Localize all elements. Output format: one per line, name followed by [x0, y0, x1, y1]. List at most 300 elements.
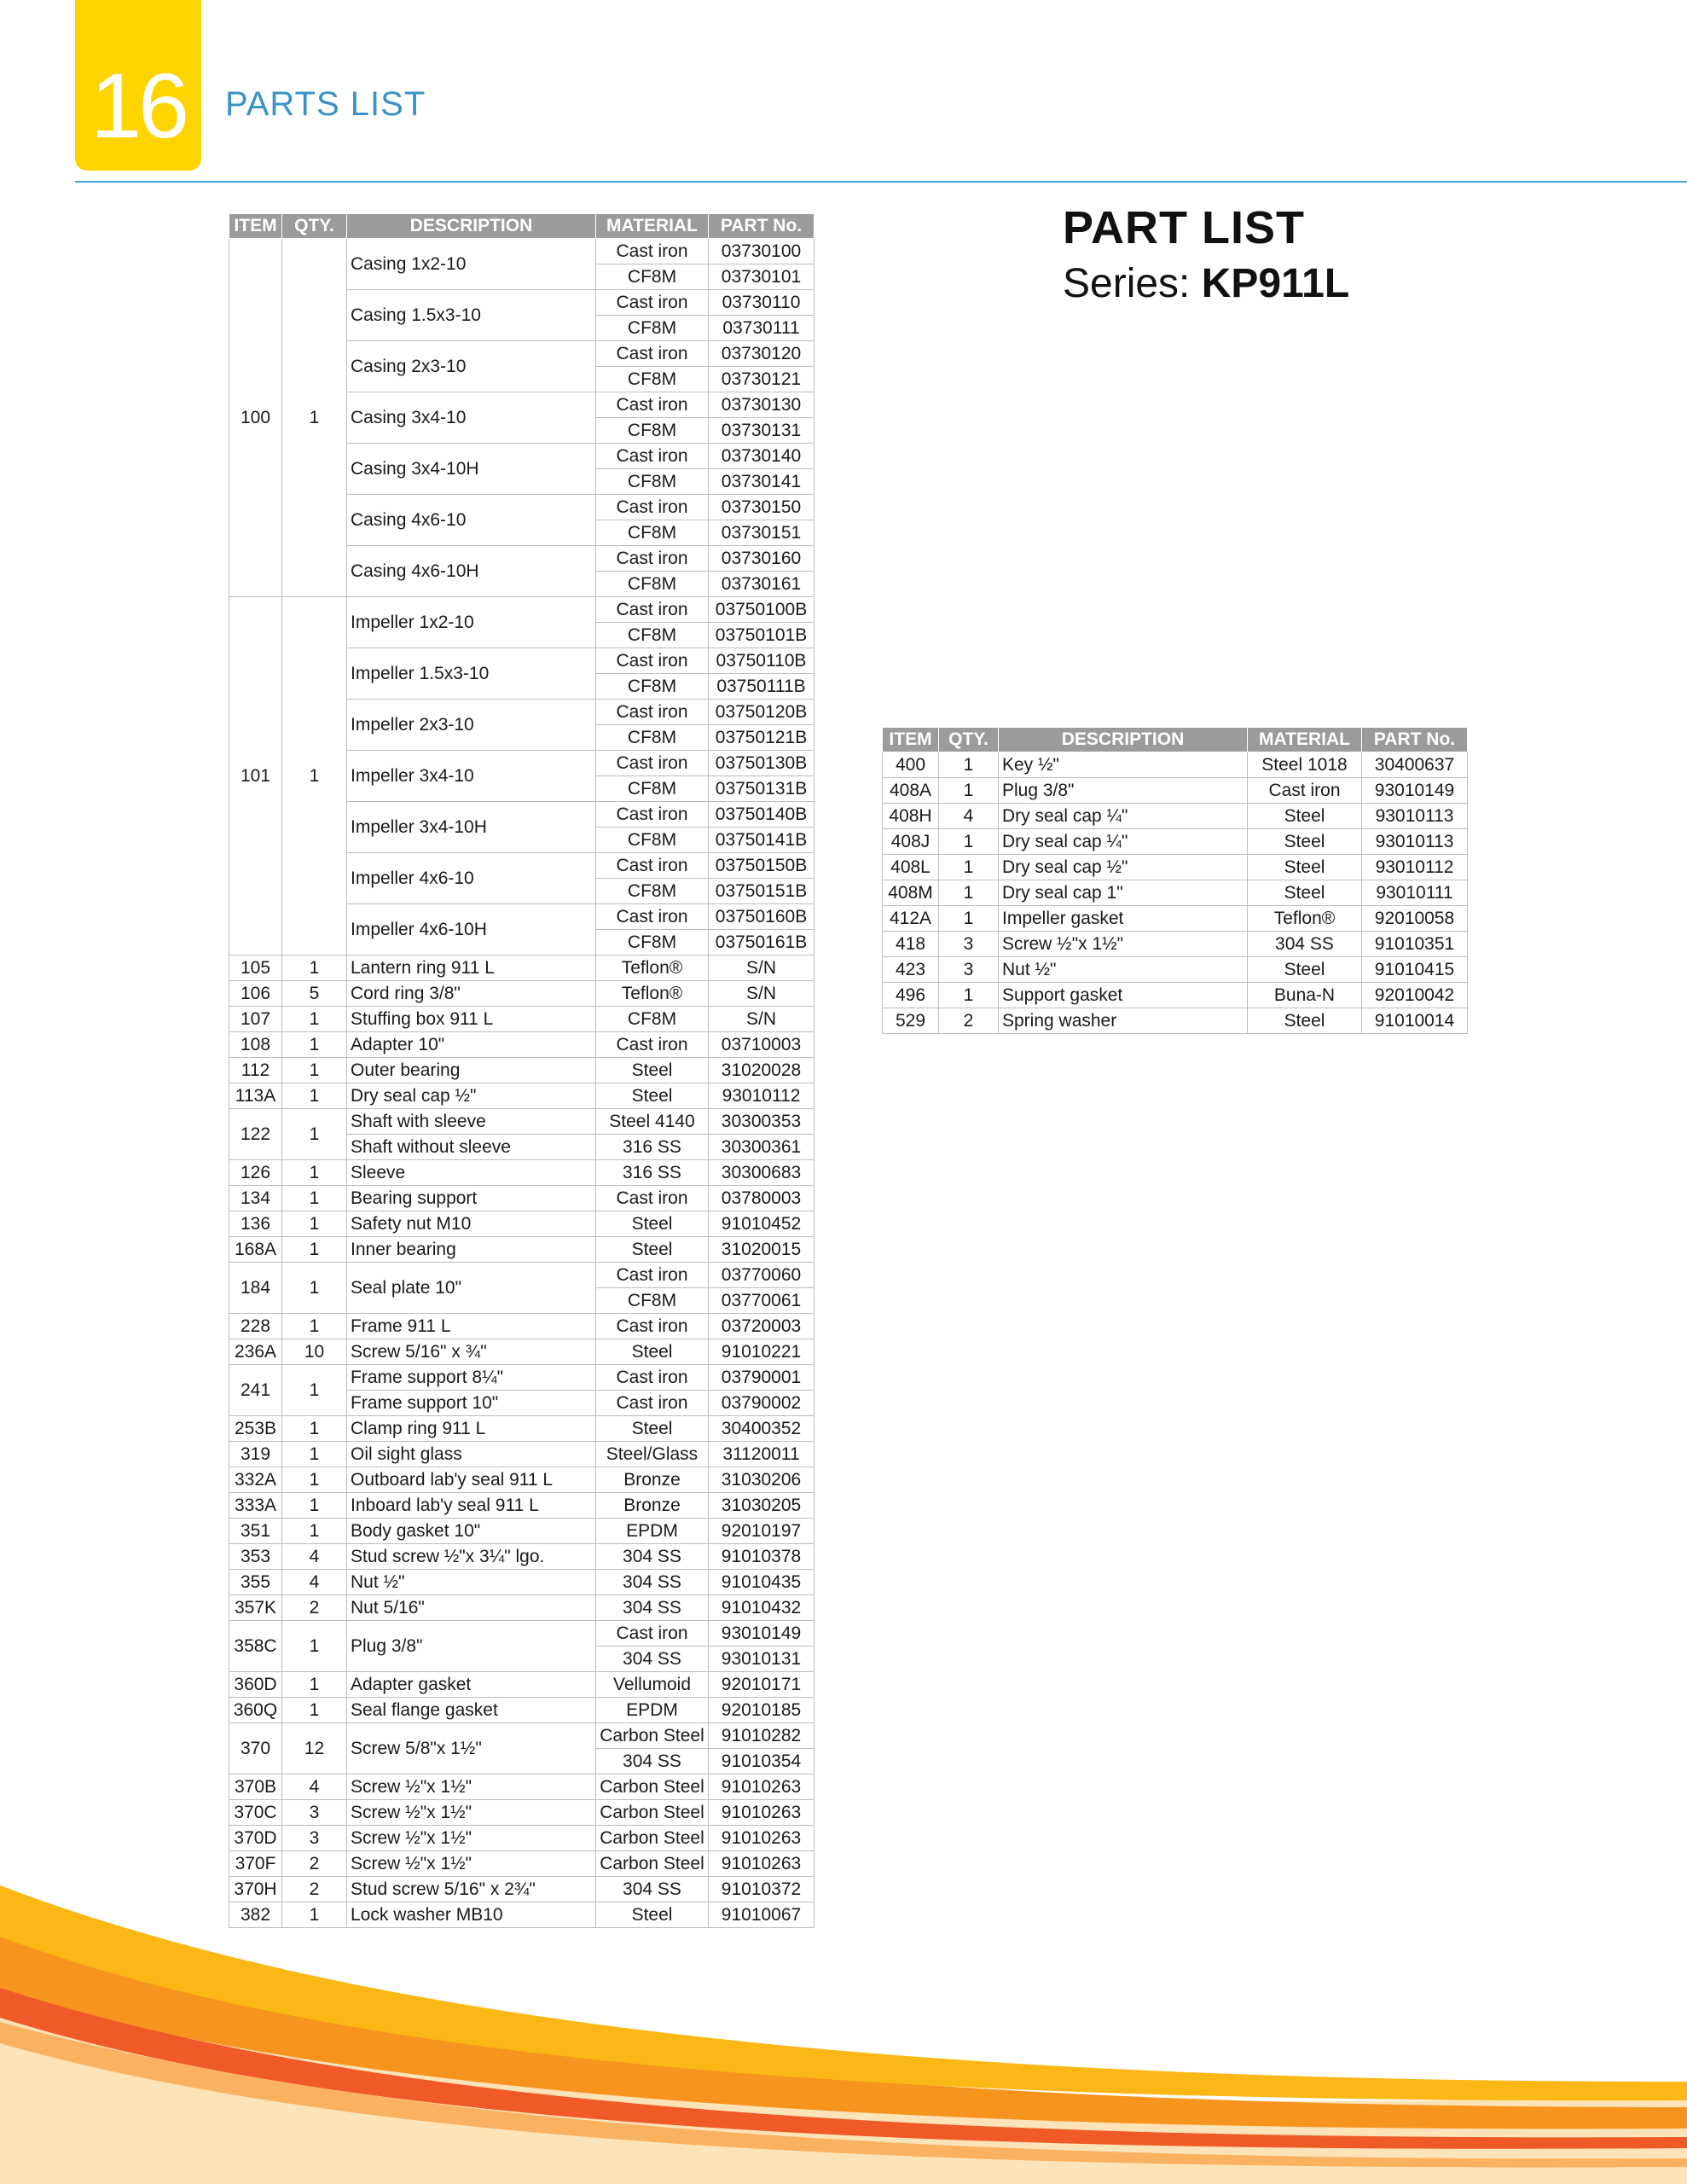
cell-item: 423 [883, 957, 939, 983]
section-title: PARTS LIST [225, 85, 426, 123]
cell-part-no: 03730100 [709, 239, 815, 264]
cell-part-no: S/N [709, 1007, 815, 1032]
cell-item: 370H [229, 1877, 282, 1902]
cell-qty: 1 [282, 1698, 347, 1723]
cell-part-no: 03730131 [709, 418, 815, 444]
cell-item: 370 [229, 1723, 282, 1774]
cell-item: 113A [229, 1083, 282, 1109]
cell-description: Spring washer [999, 1008, 1248, 1034]
cell-part-no: 93010112 [709, 1083, 815, 1109]
cell-item: 353 [229, 1544, 282, 1570]
cell-material: Cast iron [596, 1263, 709, 1288]
cell-description: Support gasket [999, 983, 1248, 1008]
cell-part-no: 91010014 [1362, 1008, 1468, 1034]
cell-description: Outer bearing [347, 1058, 596, 1083]
table-row [229, 1058, 815, 1083]
cell-material: CF8M [596, 674, 709, 700]
table-row [229, 1237, 815, 1263]
table-row [229, 1493, 815, 1519]
cell-part-no: 91010432 [709, 1595, 815, 1621]
cell-description: Adapter 10" [347, 1032, 596, 1058]
cell-part-no: 03710003 [709, 1032, 815, 1058]
cell-material: Vellumoid [596, 1672, 709, 1698]
cell-part-no: 03750131B [709, 776, 815, 802]
cell-part-no: 91010221 [709, 1339, 815, 1365]
cell-part-no: 91010263 [709, 1851, 815, 1877]
table-row [229, 1007, 815, 1032]
cell-item: 100 [229, 239, 282, 597]
cell-material: Teflon® [1248, 906, 1362, 932]
cell-description: Safety nut M10 [347, 1211, 596, 1237]
cell-material: Steel [596, 1058, 709, 1083]
cell-item: 529 [883, 1008, 939, 1034]
cell-description: Impeller 2x3-10 [347, 700, 596, 751]
cell-material: Cast iron [596, 290, 709, 316]
cell-description: Casing 4x6-10 [347, 495, 596, 546]
cell-description: Seal flange gasket [347, 1698, 596, 1723]
cell-part-no: 31020015 [709, 1237, 815, 1263]
cell-description: Dry seal cap ½" [347, 1083, 596, 1109]
cell-material: Steel 1018 [1248, 752, 1362, 778]
cell-material: CF8M [596, 879, 709, 904]
table-row [229, 1032, 815, 1058]
cell-description: Sleeve [347, 1160, 596, 1186]
cell-part-no: 30300683 [709, 1160, 815, 1186]
cell-description: Frame 911 L [347, 1314, 596, 1339]
cell-material: Steel [1248, 880, 1362, 906]
cell-part-no: 93010131 [709, 1647, 815, 1672]
cell-item: 357K [229, 1595, 282, 1621]
cell-qty: 1 [282, 1467, 347, 1493]
cell-material: 304 SS [596, 1595, 709, 1621]
table-row [883, 906, 1468, 932]
cell-part-no: 03790001 [709, 1365, 815, 1391]
cell-qty: 1 [282, 1083, 347, 1109]
page-number: 16 [90, 54, 187, 157]
cell-item: 236A [229, 1339, 282, 1365]
cell-part-no: S/N [709, 981, 815, 1007]
cell-description: Dry seal cap ½" [999, 855, 1248, 880]
cell-part-no: 91010378 [709, 1544, 815, 1570]
cell-material: Cast iron [596, 392, 709, 418]
cell-material: CF8M [596, 367, 709, 392]
table-row [229, 1365, 815, 1391]
cell-material: CF8M [596, 1288, 709, 1314]
cell-part-no: 03770060 [709, 1263, 815, 1288]
cell-part-no: 03790002 [709, 1391, 815, 1416]
column-header-item: ITEM [883, 728, 939, 752]
table-row [229, 1186, 815, 1211]
cell-item: 106 [229, 981, 282, 1007]
cell-qty: 1 [282, 1263, 347, 1314]
table-row [883, 880, 1468, 906]
cell-qty: 1 [282, 597, 347, 956]
main-parts-table [229, 213, 815, 1928]
cell-material: CF8M [596, 520, 709, 546]
cell-qty: 2 [939, 1008, 999, 1034]
cell-part-no: 92010197 [709, 1519, 815, 1544]
page-number-tab [75, 0, 201, 171]
cell-material: CF8M [596, 418, 709, 444]
cell-description: Impeller gasket [999, 906, 1248, 932]
cell-description: Seal plate 10" [347, 1263, 596, 1314]
cell-material: CF8M [596, 264, 709, 290]
cell-part-no: 03750120B [709, 700, 815, 725]
cell-part-no: 93010149 [709, 1621, 815, 1647]
cell-material: CF8M [596, 316, 709, 341]
cell-part-no: 91010263 [709, 1800, 815, 1826]
cell-material: Cast iron [596, 1391, 709, 1416]
cell-description: Stud screw 5/16" x 2¾" [347, 1877, 596, 1902]
cell-item: 168A [229, 1237, 282, 1263]
cell-qty: 4 [939, 804, 999, 829]
cell-material: CF8M [596, 828, 709, 853]
cell-material: CF8M [596, 930, 709, 956]
cell-item: 351 [229, 1519, 282, 1544]
cell-item: 408H [883, 804, 939, 829]
cell-description: Body gasket 10" [347, 1519, 596, 1544]
cell-material: CF8M [596, 623, 709, 648]
cell-description: Frame support 10" [347, 1391, 596, 1416]
cell-part-no: 03750110B [709, 648, 815, 674]
cell-qty: 1 [939, 778, 999, 804]
cell-qty: 1 [282, 1237, 347, 1263]
cell-description: Impeller 3x4-10H [347, 802, 596, 853]
cell-description: Inboard lab'y seal 911 L [347, 1493, 596, 1519]
cell-material: Steel [596, 1083, 709, 1109]
cell-material: Steel [1248, 1008, 1362, 1034]
cell-part-no: 03730110 [709, 290, 815, 316]
table-row [229, 1774, 815, 1800]
table-row [229, 1723, 815, 1749]
table-row [229, 1109, 815, 1135]
cell-material: Carbon Steel [596, 1826, 709, 1851]
cell-description: Dry seal cap ¼" [999, 829, 1248, 855]
cell-material: Teflon® [596, 956, 709, 981]
cell-part-no: 31020028 [709, 1058, 815, 1083]
table-row [229, 1672, 815, 1698]
table-header-row [229, 214, 815, 239]
cell-item: 370F [229, 1851, 282, 1877]
cell-description: Outboard lab'y seal 911 L [347, 1467, 596, 1493]
cell-part-no: 03750101B [709, 623, 815, 648]
table-row [229, 1339, 815, 1365]
cell-description: Frame support 8¼" [347, 1365, 596, 1391]
column-header-item: ITEM [229, 214, 282, 239]
cell-part-no: 91010263 [709, 1774, 815, 1800]
column-header-description: DESCRIPTION [999, 728, 1248, 752]
cell-material: 304 SS [596, 1749, 709, 1774]
cell-part-no: 91010351 [1362, 932, 1468, 957]
cell-description: Impeller 1.5x3-10 [347, 648, 596, 700]
cell-part-no: 93010111 [1362, 880, 1468, 906]
column-header-part-no: PART No. [1362, 728, 1468, 752]
cell-material: Steel [596, 1211, 709, 1237]
cell-description: Clamp ring 911 L [347, 1416, 596, 1442]
cell-item: 253B [229, 1416, 282, 1442]
table-row [229, 981, 815, 1007]
cell-qty: 1 [282, 1160, 347, 1186]
cell-qty: 1 [939, 880, 999, 906]
cell-qty: 1 [282, 1442, 347, 1467]
cell-part-no: 03730120 [709, 341, 815, 367]
cell-description: Key ½" [999, 752, 1248, 778]
table-row [229, 1083, 815, 1109]
cell-description: Casing 3x4-10H [347, 444, 596, 495]
cell-item: 408M [883, 880, 939, 906]
cell-item: 101 [229, 597, 282, 956]
table-row [883, 983, 1468, 1008]
cell-material: Cast iron [596, 444, 709, 469]
cell-item: 241 [229, 1365, 282, 1416]
cell-item: 108 [229, 1032, 282, 1058]
cell-material: Steel/Glass [596, 1442, 709, 1467]
cell-qty: 1 [282, 1365, 347, 1416]
cell-material: EPDM [596, 1519, 709, 1544]
cell-material: Steel [1248, 829, 1362, 855]
cell-material: Steel 4140 [596, 1109, 709, 1135]
cell-material: EPDM [596, 1698, 709, 1723]
cell-part-no: 03730150 [709, 495, 815, 520]
cell-description: Screw ½"x 1½" [347, 1851, 596, 1877]
cell-qty: 1 [282, 1186, 347, 1211]
table-row [229, 1467, 815, 1493]
cell-item: 136 [229, 1211, 282, 1237]
cell-material: Cast iron [596, 648, 709, 674]
series-line [1063, 260, 1349, 307]
cell-qty: 1 [282, 1621, 347, 1672]
series-value: KP911L [1201, 261, 1350, 306]
cell-material: Steel [596, 1416, 709, 1442]
table-row [229, 1698, 815, 1723]
cell-description: Stud screw ½"x 3¼" lgo. [347, 1544, 596, 1570]
cell-item: 355 [229, 1570, 282, 1595]
cell-description: Casing 4x6-10H [347, 546, 596, 597]
table-row [229, 239, 815, 264]
decorative-swoosh [0, 1826, 1687, 2184]
cell-material: Bronze [596, 1467, 709, 1493]
table-row [229, 597, 815, 623]
cell-material: 316 SS [596, 1160, 709, 1186]
cell-material: Cast iron [596, 341, 709, 367]
cell-part-no: 30300353 [709, 1109, 815, 1135]
table-header-row [883, 728, 1468, 752]
cell-item: 126 [229, 1160, 282, 1186]
cell-material: Cast iron [596, 1621, 709, 1647]
cell-part-no: 91010452 [709, 1211, 815, 1237]
cell-material: Carbon Steel [596, 1774, 709, 1800]
cell-description: Lantern ring 911 L [347, 956, 596, 981]
column-header-material: MATERIAL [596, 214, 709, 239]
cell-part-no: 93010113 [1362, 829, 1468, 855]
part-list-title: PART LIST [1063, 202, 1305, 253]
cell-part-no: 92010185 [709, 1698, 815, 1723]
cell-material: Cast iron [596, 700, 709, 725]
cell-qty: 1 [282, 1519, 347, 1544]
table-row [229, 1211, 815, 1237]
table-row [229, 1416, 815, 1442]
cell-item: 333A [229, 1493, 282, 1519]
cell-item: 358C [229, 1621, 282, 1672]
cell-description: Nut 5/16" [347, 1595, 596, 1621]
cell-description: Plug 3/8" [347, 1621, 596, 1672]
table-row [883, 829, 1468, 855]
cell-part-no: 03730130 [709, 392, 815, 418]
cell-item: 360D [229, 1672, 282, 1698]
cell-part-no: 03730160 [709, 546, 815, 572]
cell-qty: 1 [282, 956, 347, 981]
cell-item: 408L [883, 855, 939, 880]
table-row [229, 1314, 815, 1339]
cell-part-no: 30400637 [1362, 752, 1468, 778]
cell-material: 304 SS [596, 1647, 709, 1672]
cell-material: Cast iron [596, 1314, 709, 1339]
cell-item: 105 [229, 956, 282, 981]
cell-qty: 1 [282, 1493, 347, 1519]
cell-material: Cast iron [596, 1032, 709, 1058]
cell-description: Screw ½"x 1½" [347, 1774, 596, 1800]
cell-material: Steel [1248, 804, 1362, 829]
cell-description: Cord ring 3/8" [347, 981, 596, 1007]
table-row [229, 1621, 815, 1647]
table-row [883, 855, 1468, 880]
cell-material: CF8M [596, 1007, 709, 1032]
cell-qty: 1 [282, 1902, 347, 1928]
table-row [229, 1263, 815, 1288]
cell-part-no: 30400352 [709, 1416, 815, 1442]
cell-part-no: 03730121 [709, 367, 815, 392]
cell-part-no: 03750100B [709, 597, 815, 623]
cell-material: 304 SS [1248, 932, 1362, 957]
cell-part-no: 03770061 [709, 1288, 815, 1314]
cell-qty: 1 [282, 1109, 347, 1160]
cell-part-no: 03750161B [709, 930, 815, 956]
cell-material: Cast iron [596, 853, 709, 879]
cell-material: Steel [1248, 855, 1362, 880]
cell-part-no: 03750140B [709, 802, 815, 828]
cell-description: Bearing support [347, 1186, 596, 1211]
cell-description: Stuffing box 911 L [347, 1007, 596, 1032]
table-row [229, 956, 815, 981]
cell-part-no: 03750130B [709, 751, 815, 776]
table-row [229, 1570, 815, 1595]
cell-qty: 1 [282, 1314, 347, 1339]
cell-item: 332A [229, 1467, 282, 1493]
cell-description: Nut ½" [999, 957, 1248, 983]
cell-material: Cast iron [596, 751, 709, 776]
cell-description: Casing 2x3-10 [347, 341, 596, 392]
cell-item: 228 [229, 1314, 282, 1339]
cell-part-no: 91010067 [709, 1902, 815, 1928]
cell-material: Cast iron [1248, 778, 1362, 804]
cell-part-no: 31030205 [709, 1493, 815, 1519]
cell-part-no: 92010058 [1362, 906, 1468, 932]
cell-item: 370D [229, 1826, 282, 1851]
table-row [229, 1442, 815, 1467]
cell-description: Adapter gasket [347, 1672, 596, 1698]
cell-qty: 10 [282, 1339, 347, 1365]
cell-qty: 3 [282, 1800, 347, 1826]
cell-part-no: 93010112 [1362, 855, 1468, 880]
cell-description: Screw 5/8"x 1½" [347, 1723, 596, 1774]
cell-item: 370C [229, 1800, 282, 1826]
cell-qty: 12 [282, 1723, 347, 1774]
cell-material: Steel [596, 1902, 709, 1928]
cell-material: Buna-N [1248, 983, 1362, 1008]
cell-part-no: 03750160B [709, 904, 815, 930]
cell-qty: 2 [282, 1877, 347, 1902]
cell-material: CF8M [596, 725, 709, 751]
cell-description: Impeller 4x6-10H [347, 904, 596, 956]
cell-qty: 1 [282, 1007, 347, 1032]
cell-part-no: 03780003 [709, 1186, 815, 1211]
cell-item: 122 [229, 1109, 282, 1160]
cell-material: CF8M [596, 776, 709, 802]
cell-part-no: 30300361 [709, 1135, 815, 1160]
cell-part-no: 03730151 [709, 520, 815, 546]
cell-part-no: 91010415 [1362, 957, 1468, 983]
cell-item: 112 [229, 1058, 282, 1083]
cell-material: Carbon Steel [596, 1723, 709, 1749]
cell-material: Cast iron [596, 239, 709, 264]
cell-part-no: 03730161 [709, 572, 815, 597]
cell-material: Carbon Steel [596, 1851, 709, 1877]
cell-qty: 2 [282, 1851, 347, 1877]
cell-material: Steel [596, 1237, 709, 1263]
cell-description: Impeller 1x2-10 [347, 597, 596, 648]
cell-part-no: 93010113 [1362, 804, 1468, 829]
cell-item: 400 [883, 752, 939, 778]
cell-qty: 1 [939, 983, 999, 1008]
cell-material: CF8M [596, 572, 709, 597]
cell-part-no: 03750150B [709, 853, 815, 879]
cell-description: Casing 1.5x3-10 [347, 290, 596, 341]
cell-description: Plug 3/8" [999, 778, 1248, 804]
series-label: Series: [1063, 261, 1191, 306]
table-row [229, 1595, 815, 1621]
cell-description: Casing 3x4-10 [347, 392, 596, 444]
table-row [883, 752, 1468, 778]
cell-qty: 3 [939, 932, 999, 957]
cell-qty: 1 [282, 1058, 347, 1083]
table-row [883, 804, 1468, 829]
cell-item: 370B [229, 1774, 282, 1800]
cell-qty: 1 [939, 829, 999, 855]
cell-description: Impeller 4x6-10 [347, 853, 596, 904]
cell-material: Teflon® [596, 981, 709, 1007]
table-row [883, 778, 1468, 804]
cell-qty: 1 [282, 1211, 347, 1237]
cell-description: Shaft with sleeve [347, 1109, 596, 1135]
cell-part-no: 03750141B [709, 828, 815, 853]
cell-material: Cast iron [596, 1365, 709, 1391]
cell-item: 319 [229, 1442, 282, 1467]
cell-part-no: 92010042 [1362, 983, 1468, 1008]
cell-material: Cast iron [596, 597, 709, 623]
table-row [229, 1544, 815, 1570]
cell-item: 134 [229, 1186, 282, 1211]
cell-part-no: 91010354 [709, 1749, 815, 1774]
cell-qty: 4 [282, 1544, 347, 1570]
cell-qty: 1 [282, 1416, 347, 1442]
cell-qty: 1 [939, 906, 999, 932]
cell-item: 107 [229, 1007, 282, 1032]
cell-part-no: S/N [709, 956, 815, 981]
cell-description: Oil sight glass [347, 1442, 596, 1467]
cell-item: 408J [883, 829, 939, 855]
cell-item: 418 [883, 932, 939, 957]
cell-material: 304 SS [596, 1877, 709, 1902]
